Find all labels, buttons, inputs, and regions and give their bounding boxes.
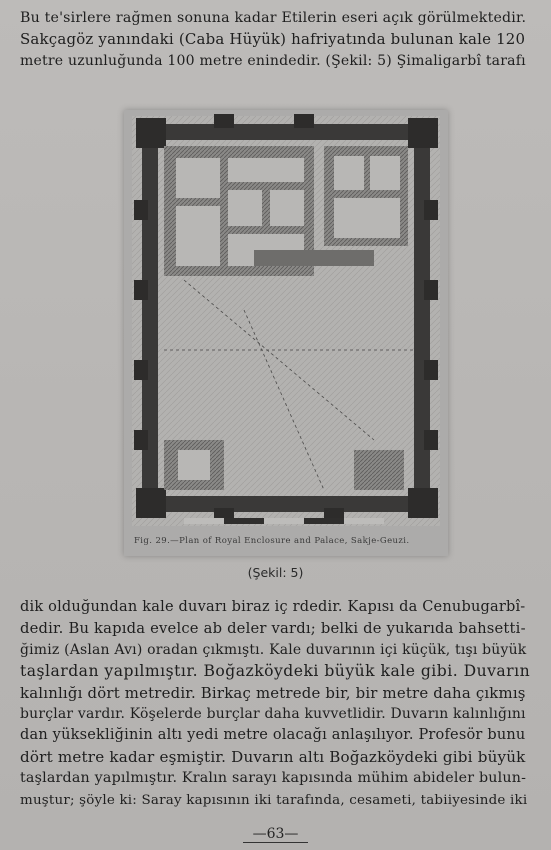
- figure-label: (Şekil: 5): [247, 565, 304, 580]
- plate-caption: Fig. 29.—Plan of Royal Enclosure and Palace, Sakje-Geuzi.: [134, 536, 410, 546]
- text-line: dik olduğundan kale duvarı biraz iç rdedir. Kapısı da Cenubugarbî-: [20, 599, 526, 615]
- text-line: muştur; şöyle ki: Saray kapısının iki tarafında, cesameti, tabiiyesinde iki: [20, 792, 528, 808]
- site-plan-drawing: [124, 110, 448, 556]
- text-line: taşlardan yapılmıştır. Kralın sarayı kapısında mühim abideler bulun-: [20, 770, 527, 787]
- text-line: taşlardan yapılmıştır. Boğazköydeki büyük kale gibi. Duvarın: [20, 662, 531, 681]
- text-line: dan yüksekliğinin altı yedi metre olacağı anlaşılıyor. Profesör bunu: [20, 727, 526, 744]
- text-line: dört metre kadar eşmiştir. Duvarın altı Boğazköydeki gibi büyük: [20, 747, 526, 766]
- text-line: metre uzunluğunda 100 metre enindedir. (Şekil: 5) Şimaligarbî tarafı: [20, 52, 526, 69]
- text-line: burçlar vardır. Köşelerde burçlar daha kuvvetlidir. Duvarın kalınlığını: [20, 706, 526, 723]
- text-line: kalınlığı dört metredir. Birkaç metrede bir, bir metre daha çıkmış: [20, 683, 526, 702]
- text-line: Sakçagöz yanındaki (Caba Hüyük) hafriyatında bulunan kale 120: [20, 30, 526, 49]
- text-line: dedir. Bu kapıda evelce ab deler vardı; belki de yukarıda bahsetti-: [20, 620, 526, 638]
- inner-wall: [254, 250, 374, 266]
- text-line: Bu te'sirlere rağmen sonuna kadar Etilerin eseri açık görülmektedir.: [20, 10, 527, 26]
- page-number: [0, 826, 551, 842]
- page-number-text: —63—: [243, 826, 309, 843]
- top-paragraph: [20, 8, 530, 72]
- bottom-paragraph: [20, 597, 530, 811]
- site-plan-figure: [124, 110, 448, 556]
- side-building: [324, 146, 408, 246]
- text-line: ğimiz (Aslan Avı) oradan çıkmıştı. Kale duvarının içi küçük, tışı büyük: [20, 641, 527, 658]
